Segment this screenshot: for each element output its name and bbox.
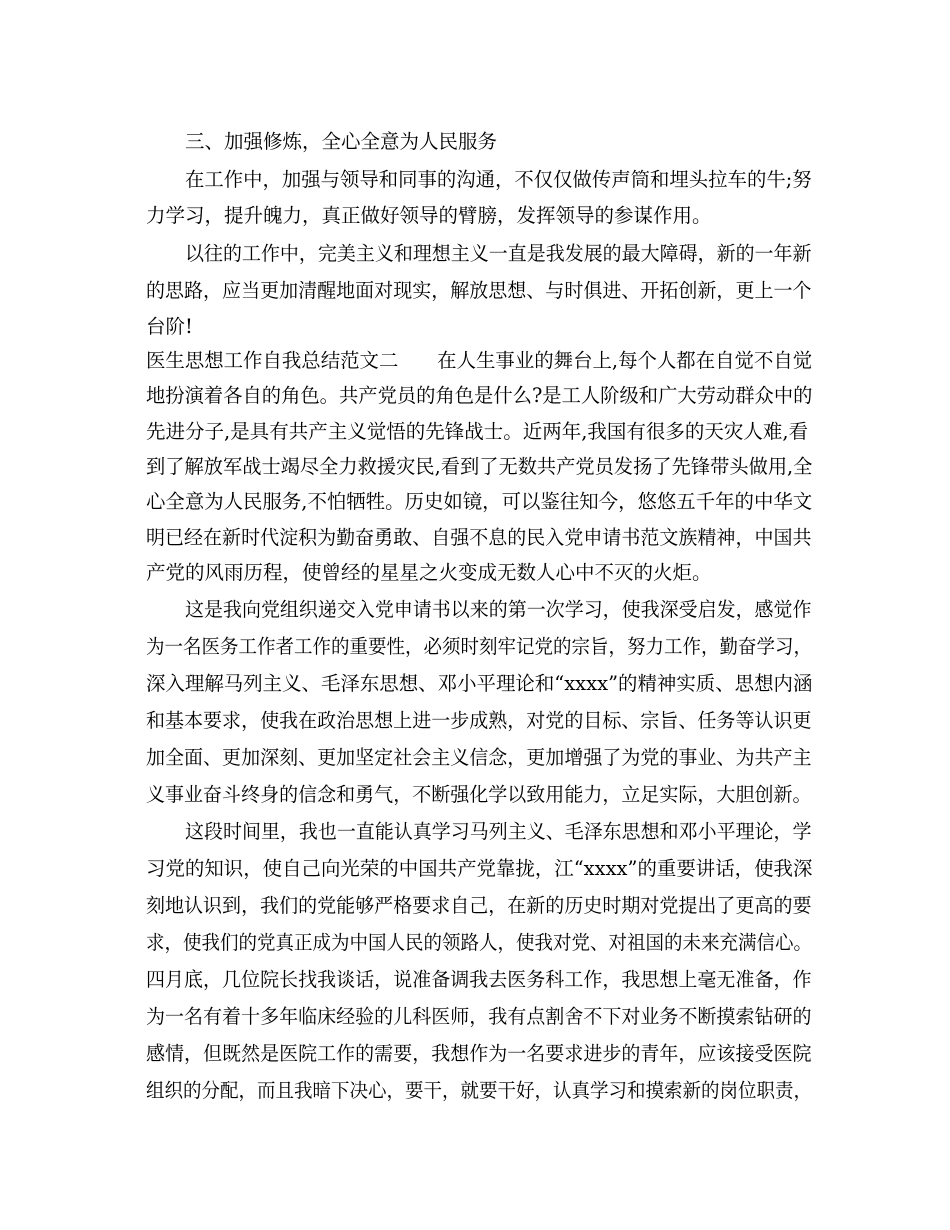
text-line: 明已经在新时代淀积为勤奋勇敢、自强不息的民入党申请书范文族精神，中国共 <box>146 526 812 549</box>
text-line: 四月底，几位院长找我谈话，说准备调我去医务科工作，我思想上毫无准备，作 <box>146 968 812 991</box>
text-line: 产党的风雨历程，使曾经的星星之火变成无数人心中不灭的火炬。 <box>146 561 712 584</box>
text-line: 医生思想工作自我总结范文二 在人生事业的舞台上,每个人都在自觉不自觉 <box>146 349 813 372</box>
text-line: 到了解放军战士竭尽全力救援灾民,看到了无数共产党员发扬了先锋带头做用,全 <box>146 455 813 478</box>
text-line: 心全意为人民服务,不怕牺牲。历史如镜，可以鉴往知今，悠悠五千年的中华文 <box>146 490 813 513</box>
text-line: 为一名医务工作者工作的重要性，必须时刻牢记党的宗旨，努力工作，勤奋学习， <box>146 635 813 658</box>
text-line: 感情，但既然是医院工作的需要，我想作为一名要求进步的青年，应该接受医院 <box>146 1042 812 1065</box>
text-line: 深入理解马列主义、毛泽东思想、邓小平理论和“xxxx”的精神实质、思想内涵 <box>146 672 813 695</box>
text-line: 先进分子,是具有共产主义觉悟的先锋战士。近两年,我国有很多的天灾人难,看 <box>146 420 809 443</box>
text-line: 和基本要求，使我在政治思想上进一步成熟，对党的目标、宗旨、任务等认识更 <box>146 709 812 732</box>
text-line: 这是我向党组织递交入党申请书以来的第一次学习，使我深受启发，感觉作 <box>185 598 812 621</box>
text-line: 这段时间里，我也一直能认真学习马列主义、毛泽东思想和邓小平理论，学 <box>185 820 812 843</box>
text-line: 求，使我们的党真正成为中国人民的领路人，使我对党、对祖国的未来充满信心。 <box>146 931 813 954</box>
text-line: 在工作中，加强与领导和同事的沟通，不仅仅做传声筒和埋头拉车的牛;努 <box>185 168 812 191</box>
text-line: 为一名有着十多年临床经验的儿科医师，我有点割舍不下对业务不断摸索钻研的 <box>146 1005 812 1028</box>
text-line: 力学习，提升魄力，真正做好领导的臂膀，发挥领导的参谋作用。 <box>146 204 712 227</box>
text-line: 地扮演着各自的角色。共产党员的角色是什么?是工人阶级和广大劳动群众中的 <box>146 384 813 407</box>
text-line: 组织的分配，而且我暗下决心，要干，就要干好，认真学习和摸索新的岗位职责， <box>146 1079 813 1102</box>
text-line: 习党的知识，使自己向光荣的中国共产党靠拢，江“xxxx”的重要讲话，使我深 <box>146 857 813 880</box>
text-line: 义事业奋斗终身的信念和勇气，不断强化学以致用能力，立足实际，大胆创新。 <box>146 783 812 806</box>
text-line: 刻地认识到，我们的党能够严格要求自己，在新的历史时期对党提出了更高的要 <box>146 894 812 917</box>
text-line: 以往的工作中，完美主义和理想主义一直是我发展的最大障碍，新的一年新 <box>185 242 812 265</box>
text-line: 的思路，应当更加清醒地面对现实，解放思想、与时俱进、开拓创新，更上一个 <box>146 279 812 302</box>
text-line: 加全面、更加深刻、更加坚定社会主义信念，更加增强了为党的事业、为共产主 <box>146 746 812 769</box>
text-line: 三、加强修炼，全心全意为人民服务 <box>185 130 498 153</box>
text-line: 台阶! <box>146 315 193 338</box>
